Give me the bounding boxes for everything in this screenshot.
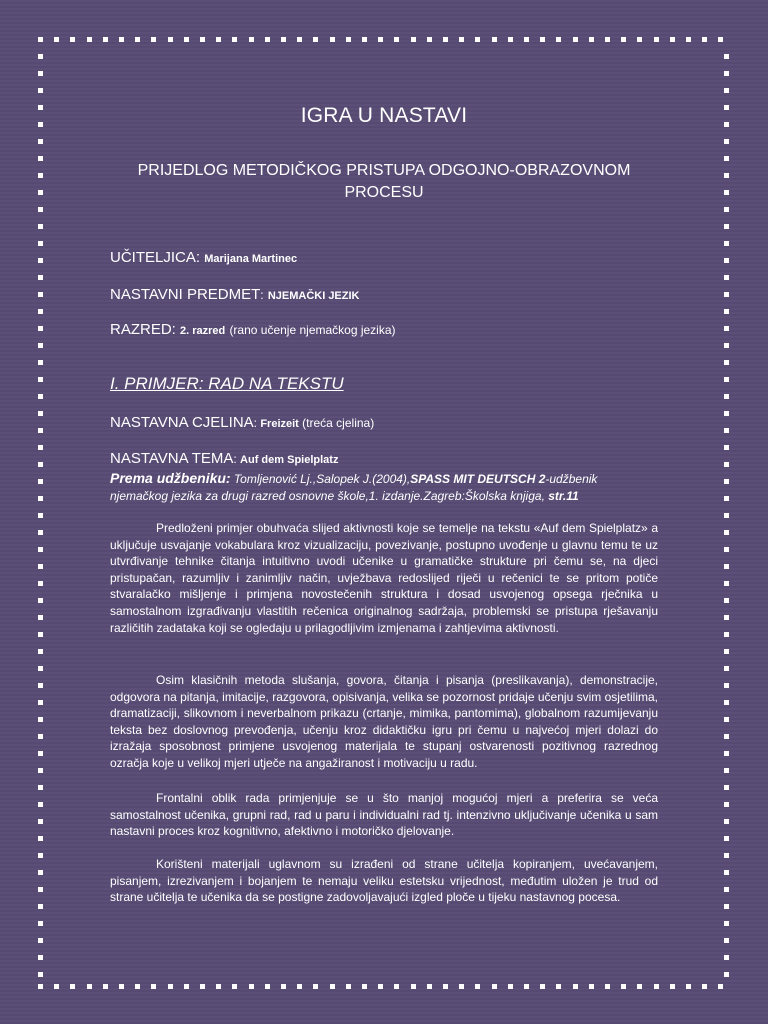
border-dot [38,666,43,671]
border-dot [724,190,729,195]
border-dot [724,887,729,892]
border-dot [524,984,529,989]
border-dot [38,496,43,501]
border-dot [394,37,399,42]
border-dot [670,984,675,989]
border-dot [38,292,43,297]
border-dot [724,343,729,348]
border-dot [443,37,448,42]
paragraph-2-text: Osim klasičnih metoda slušanja, govora, čitanja i pisanja (preslikavanja), demonstracije, odgovora na pitanja, imitacije, razgovora, opisivanja, velika se pozornost pridaje učenju svim osjetilima, dramatizaciji, slikovnom i neverbalnom prikazu (crtanje, mimika, pantomima), globalnom razumijevanju teksta bez doslovnog prevođenja, učenju kroz didaktičku igru pri čemu u najvećoj mjeri dolazi do izražaja sposobnost primjene usvojenog materijala te stupanj ostvarenosti pozitivnog razrednog ozračja koje u velikoj mjeri utječe na angažiranost i motivaciju u radu. [110,673,658,770]
paragraph-1-text: Predloženi primjer obuhvaća slijed aktivnosti koje se temelje na tekstu «Auf dem Spielplatz» a uključuje usvajanje vokabulara kroz vizualizaciju, povezivanje, postupno uvođenje u glavnu temu te uz utvrđivanje tehnike čitanja intuitivno uvodi učenike u gramatičke strukture pri čemu se, na djeci pristupačan, razumljiv i zanimljiv način, uvježbava redoslijed riječi u rečenici te se pritom potiče stvaralačko mišljenje i primjena novostečenih struktura i dosad usvojenog opsega rječnika u samostalnom izgrađivanju vlastitih rečenica originalnog sadržaja, problemski se pristupa rješavanju različitih zadataka koji se ogledaju u prilagodljivim izmjenama i zahtjevima aktivnosti. [110,521,658,635]
border-dot [38,37,43,42]
border-dot [378,37,383,42]
border-dot [151,37,156,42]
paragraph-3 [110,790,658,840]
border-dot [724,394,729,399]
border-dot [216,984,221,989]
unit-value: Freizeit [260,418,299,430]
teacher-name: Marijana Martinec [204,253,298,265]
border-dot [724,547,729,552]
border-dot [38,547,43,552]
border-dot [38,377,43,382]
border-dot [702,37,707,42]
border-dot [151,984,156,989]
border-dot [38,938,43,943]
border-dot [216,37,221,42]
border-dot [135,37,140,42]
border-dot [281,984,286,989]
border-dot [378,984,383,989]
border-dot [573,984,578,989]
border-dot [38,71,43,76]
border-dot [724,734,729,739]
border-dot [702,984,707,989]
border-dot [38,768,43,773]
page-title: IGRA U NASTAVI [300,104,468,127]
border-dot [38,853,43,858]
border-dot [724,241,729,246]
border-dot [724,938,729,943]
border-dot [54,37,59,42]
border-dot [492,37,497,42]
border-dot [38,734,43,739]
unit-line [110,414,374,431]
border-dot [265,984,270,989]
border-dot [38,139,43,144]
border-dot [38,275,43,280]
border-dot [70,984,75,989]
textbook-reference [110,470,658,505]
border-dot [621,37,626,42]
border-dot [724,275,729,280]
border-dot [556,37,561,42]
paragraph-4 [110,856,658,906]
border-dot [724,819,729,824]
border-dot [330,37,335,42]
border-dot [38,887,43,892]
border-dot [724,360,729,365]
border-dot [38,207,43,212]
border-dot [427,984,432,989]
border-dot [443,984,448,989]
border-dot [724,105,729,110]
paragraph-4-text: Korišteni materijali uglavnom su izrađeni od strane učitelja kopiranjem, uvećavanjem, pisanjem, izrezivanjem i bojanjem te nemaju veliku estetsku vrijednost, međutim uložen je trud od strane učitelja te učenika da se postigne zadovoljavajući izgled ploče u tijeku nastavnog pocesa. [110,857,658,905]
border-dot [38,343,43,348]
border-dot [38,513,43,518]
border-dot [38,241,43,246]
border-dot [724,54,729,59]
border-dot [297,984,302,989]
border-dot [394,984,399,989]
border-dot [589,37,594,42]
border-dot [330,984,335,989]
border-dot [38,819,43,824]
border-dot [508,984,513,989]
border-dot [362,984,367,989]
border-dot [724,207,729,212]
unit-separator: : [253,416,261,430]
topic-value: Auf dem Spielplatz [240,454,339,466]
border-dot [724,326,729,331]
border-dot [200,37,205,42]
border-dot [724,615,729,620]
border-dot [724,122,729,127]
border-dot [54,984,59,989]
border-dot [637,984,642,989]
border-dot [724,972,729,977]
border-dot [38,258,43,263]
paragraph-3-text: Frontalni oblik rada primjenjuje se u što manjoj mogućoj mjeri a preferira se veća samostalnost učenika, grupni rad, rad u paru i individualni rad tj. intenzivno uključivanje učenika u sam nastavni proces kroz kognitivno, afektivno i motoričko djelovanje. [110,791,658,839]
border-dot [38,88,43,93]
border-dot [724,632,729,637]
border-dot [38,615,43,620]
border-dot [38,54,43,59]
border-dot [38,581,43,586]
border-dot [168,37,173,42]
border-dot [103,984,108,989]
border-dot [724,598,729,603]
border-dot [724,853,729,858]
border-dot [346,984,351,989]
border-dot [724,292,729,297]
topic-label: NASTAVNA TEMA [110,450,234,467]
border-dot [38,411,43,416]
border-dot [232,37,237,42]
unit-note: (treća cjelina) [298,416,375,430]
page-subtitle: PRIJEDLOG METODIČKOG PRISTUPA ODGOJNO-OBRAZOVNOM PROCESU [137,162,631,201]
border-dot [38,700,43,705]
border-dot [654,984,659,989]
border-dot [724,224,729,229]
border-dot [637,37,642,42]
section-heading: I. PRIMJER: RAD NA TEKSTU [110,374,344,393]
border-dot [38,428,43,433]
grade-line [110,321,396,338]
border-dot [654,37,659,42]
border-dot [38,972,43,977]
border-dot [724,156,729,161]
border-dot [724,88,729,93]
border-dot [87,984,92,989]
border-dot [724,173,729,178]
subject-line [110,286,360,303]
border-dot [724,496,729,501]
border-dot [38,751,43,756]
border-dot [38,632,43,637]
topic-line [110,450,338,467]
border-dot [38,309,43,314]
border-dot [38,984,43,989]
border-dot [346,37,351,42]
border-dot [38,173,43,178]
border-dot [724,377,729,382]
border-dot [184,984,189,989]
border-dot [232,984,237,989]
border-dot [524,37,529,42]
border-dot [724,802,729,807]
border-dot [38,445,43,450]
border-dot [38,904,43,909]
reference-authors: Tomljenović Lj.,Salopek J.(2004), [230,472,411,486]
border-dot [724,309,729,314]
border-dot [670,37,675,42]
border-dot [686,984,691,989]
border-dot [718,984,723,989]
border-dot [724,71,729,76]
border-dot [38,105,43,110]
border-dot [38,479,43,484]
border-dot [540,984,545,989]
border-dot [459,37,464,42]
border-dot [724,785,729,790]
paragraph-2 [110,672,658,772]
border-dot [168,984,173,989]
border-dot [38,598,43,603]
border-dot [724,666,729,671]
border-dot [38,224,43,229]
border-dot [573,37,578,42]
border-dot [556,984,561,989]
border-dot [38,122,43,127]
border-dot [313,984,318,989]
border-dot [427,37,432,42]
border-dot [459,984,464,989]
border-dot [724,904,729,909]
border-dot [724,564,729,569]
border-dot [70,37,75,42]
teacher-label: UČITELJICA: [110,249,201,266]
border-dot [724,581,729,586]
border-dot [38,564,43,569]
border-dot [724,768,729,773]
border-dot [686,37,691,42]
border-dot [38,870,43,875]
grade-label: RAZRED: [110,321,176,338]
teacher-line [110,249,297,266]
border-dot [38,717,43,722]
border-dot [508,37,513,42]
border-dot [724,530,729,535]
border-dot [135,984,140,989]
border-dot [724,836,729,841]
subject-value: NJEMAČKI JEZIK [267,290,360,302]
border-dot [724,717,729,722]
border-dot [103,37,108,42]
border-dot [589,984,594,989]
border-dot [38,326,43,331]
border-dot [724,921,729,926]
border-dot [119,37,124,42]
border-dot [411,984,416,989]
border-dot [605,37,610,42]
border-dot [313,37,318,42]
border-dot [724,445,729,450]
border-dot [38,683,43,688]
border-dot [605,984,610,989]
paragraph-1 [110,520,658,636]
border-dot [265,37,270,42]
border-dot [724,139,729,144]
border-dot [249,37,254,42]
reference-page: str.11 [548,489,579,503]
border-dot [724,955,729,960]
border-dot [38,802,43,807]
border-dot [38,190,43,195]
border-dot [38,360,43,365]
border-dot [38,785,43,790]
border-dot [724,751,729,756]
border-dot [724,428,729,433]
border-dot [411,37,416,42]
border-dot [724,683,729,688]
border-dot [38,955,43,960]
border-dot [724,870,729,875]
border-dot [249,984,254,989]
topic-separator: : [233,452,241,466]
border-dot [87,37,92,42]
border-dot [184,37,189,42]
border-dot [200,984,205,989]
border-dot [297,37,302,42]
reference-description: -udžbenik njemačkog jezika za drugi razred osnovne škole,1. izdanje.Zagreb:Školska knjiga, [110,472,598,503]
border-dot [362,37,367,42]
border-dot [724,649,729,654]
border-dot [724,411,729,416]
border-dot [724,700,729,705]
border-dot [38,530,43,535]
border-dot [38,836,43,841]
border-dot [718,37,723,42]
border-dot [724,258,729,263]
border-dot [492,984,497,989]
reference-lead: Prema udžbeniku: [110,470,231,486]
border-dot [38,649,43,654]
border-dot [475,37,480,42]
border-dot [621,984,626,989]
border-dot [281,37,286,42]
border-dot [724,513,729,518]
border-dot [724,462,729,467]
border-dot [38,921,43,926]
border-dot [119,984,124,989]
border-dot [475,984,480,989]
border-dot [38,462,43,467]
subject-label: NASTAVNI PREDMET [110,286,261,303]
border-dot [38,394,43,399]
subject-separator: : [260,288,264,302]
grade-note: (rano učenje njemačkog jezika) [229,323,396,337]
grade-value: 2. razred [180,325,226,337]
border-dot [540,37,545,42]
unit-label: NASTAVNA CJELINA [110,414,254,431]
reference-book: SPASS MIT DEUTSCH 2 [410,472,546,486]
border-dot [724,479,729,484]
border-dot [38,156,43,161]
